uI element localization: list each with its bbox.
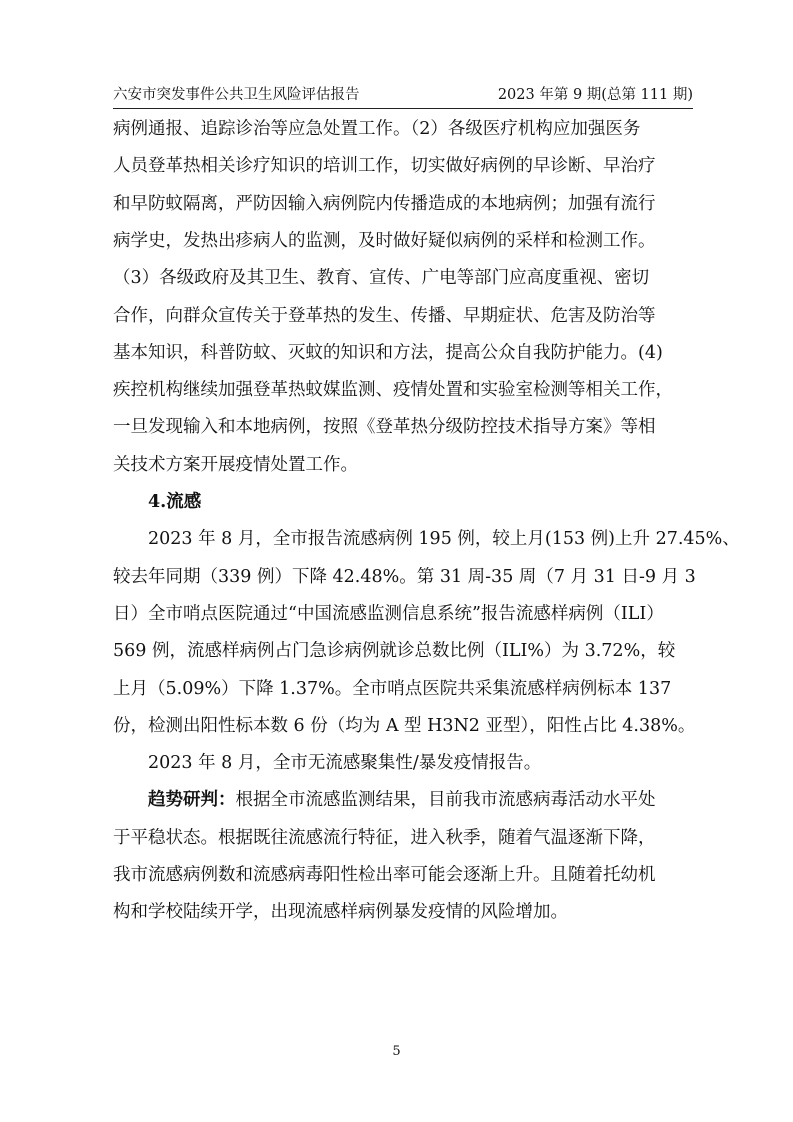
paragraph-line: 合作，向群众宣传关于登革热的发生、传播、早期症状、危害及防治等	[113, 305, 656, 326]
paragraph-line: 关技术方案开展疫情处置工作。	[113, 454, 358, 475]
paragraph-line: 病例通报、追踪诊治等应急处置工作。（2）各级医疗机构应加强医务	[113, 119, 641, 139]
header-report-title: 六安市突发事件公共卫生风险评估报告	[113, 87, 360, 103]
paragraph-line: 疾控机构继续加强登革热蚊媒监测、疫情处置和实验室检测等相关工作，	[113, 380, 673, 401]
paragraph-line: 基本知识，科普防蚊、灭蚊的知识和方法，提高公众自我防护能力。(4)	[113, 342, 663, 363]
header-issue-number: 2023 年第 9 期(总第 111 期)	[497, 87, 693, 103]
paragraph-line: 于平稳状态。根据既往流感流行特征，进入秋季，随着气温逐渐下降，	[113, 827, 656, 848]
paragraph-line: 2023 年 8 月，全市报告流感病例 195 例，较上月(153 例)上升 27.45%、	[148, 529, 740, 550]
paragraph-line: 和早防蚊隔离，严防因输入病例院内传播造成的本地病例；加强有流行	[113, 193, 656, 214]
section-heading: 4.流感	[148, 492, 202, 512]
paragraph-line: 份，检测出阳性标本数 6 份（均为 A 型 H3N2 亚型），阳性占比 4.38%。	[113, 715, 696, 736]
paragraph-line: 构和学校陆续开学，出现流感样病例暴发疫情的风险增加。	[113, 902, 568, 923]
paragraph-line: 人员登革热相关诊疗知识的培训工作，切实做好病例的早诊断、早治疗	[113, 156, 656, 177]
line-text: 根据全市流感监测结果，目前我市流感病毒活动水平处	[235, 790, 656, 811]
paragraph-line: 病学史，发热出疹病人的监测，及时做好疑似病例的采样和检测工作。	[113, 230, 656, 251]
paragraph-line	[113, 785, 656, 815]
page-number: 5	[392, 1044, 401, 1059]
header-divider	[113, 108, 693, 109]
paragraph-line: 较去年同期（339 例）下降 42.48%。第 31 周-35 周（7 月 31 日-9 月 3	[113, 566, 696, 587]
paragraph-line: 一旦发现输入和本地病例，按照《登革热分级防控技术指导方案》等相	[113, 417, 656, 438]
lead-label: 趋势研判：	[148, 790, 236, 811]
paragraph-line: 日）全市哨点医院通过“中国流感监测信息系统”报告流感样病例（ILI）	[113, 603, 664, 624]
paragraph-line: 我市流感病例数和流感病毒阳性检出率可能会逐渐上升。且随着托幼机	[113, 865, 656, 885]
paragraph-line: 2023 年 8 月，全市无流感聚集性/暴发疫情报告。	[148, 753, 542, 774]
paragraph-line: 上月（5.09%）下降 1.37%。全市哨点医院共采集流感样病例标本 137	[113, 678, 672, 699]
paragraph-line: 569 例，流感样病例占门急诊病例就诊总数比例（ILI%）为 3.72%，较	[113, 641, 676, 662]
paragraph-line: （3）各级政府及其卫生、教育、宣传、广电等部门应高度重视、密切	[113, 268, 650, 289]
